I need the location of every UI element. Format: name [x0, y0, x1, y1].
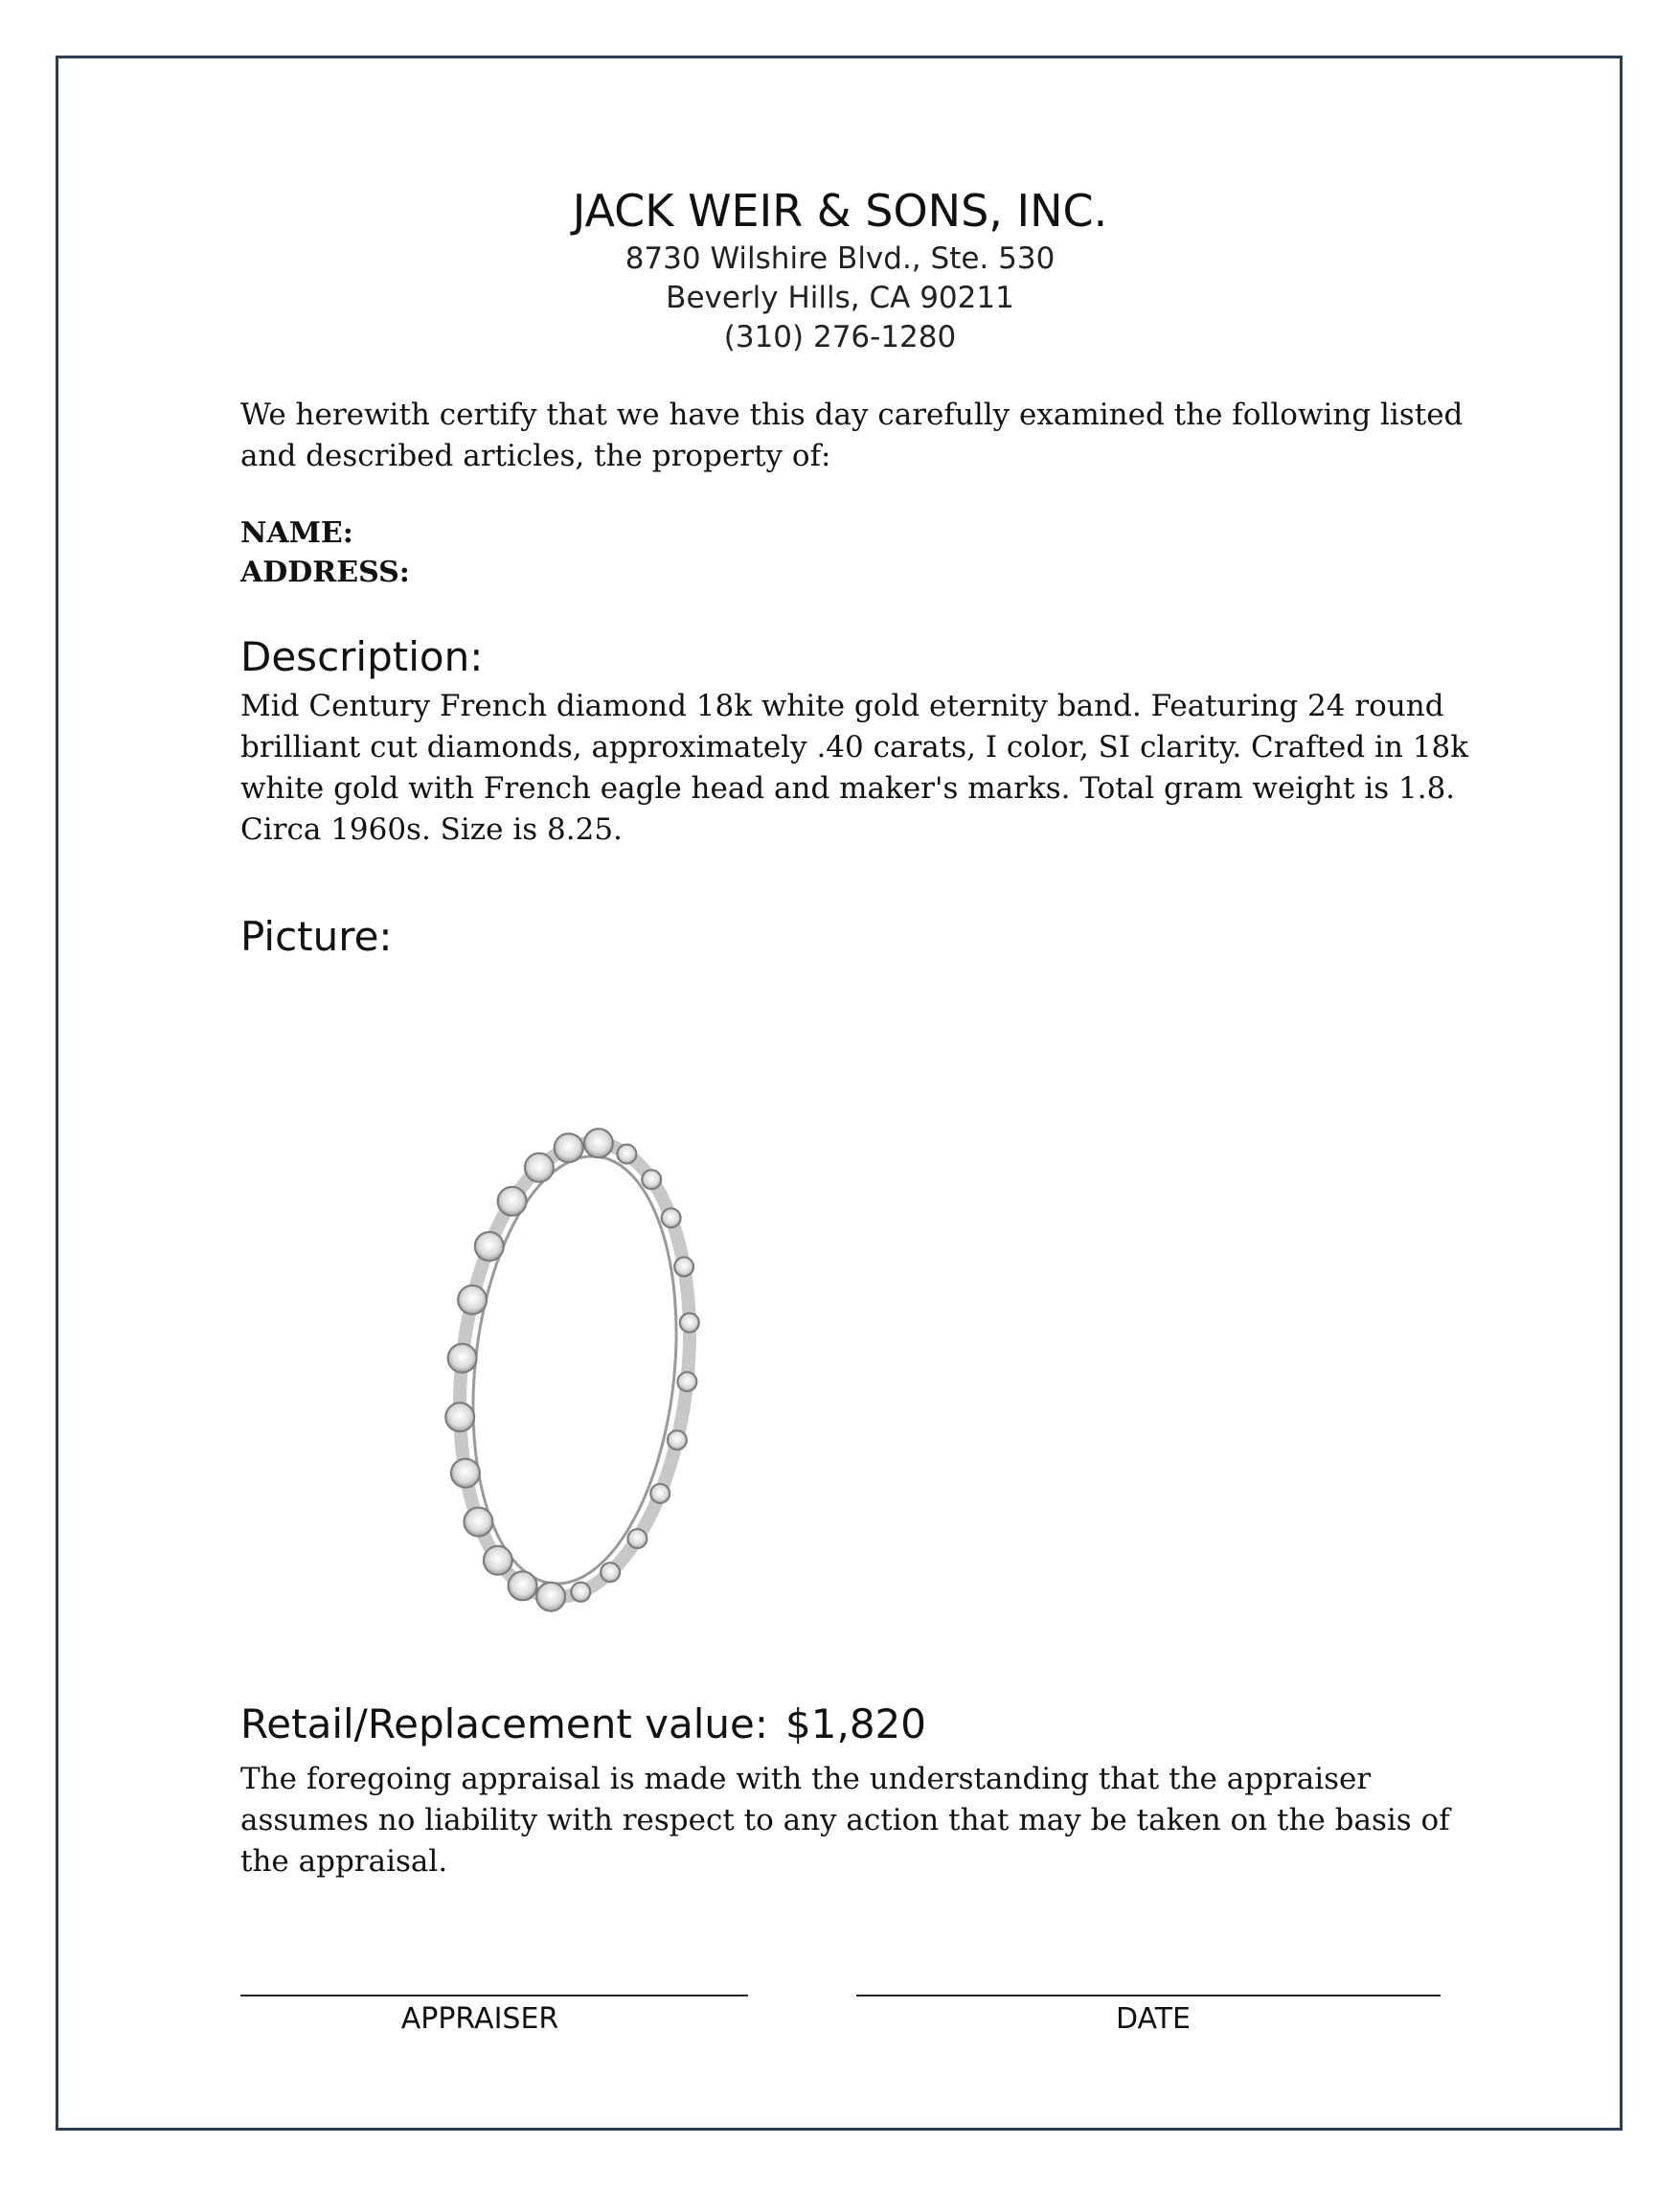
- phone-number: (310) 276-1280: [723, 320, 957, 354]
- certification-intro: We herewith certify that we have this day carefully examined the following listed and described articles, the property of:: [240, 398, 1464, 473]
- diamond-stone: [650, 1484, 670, 1503]
- value-label: Retail/Replacement value:: [240, 1700, 769, 1747]
- appraiser-label: APPRAISER: [400, 2002, 559, 2036]
- diamond-stone: [680, 1313, 699, 1333]
- diamond-stone: [475, 1232, 504, 1261]
- diamond-stone: [509, 1571, 537, 1600]
- description-text: Mid Century French diamond 18k white gold eternity band. Featuring 24 round brilliant cut diamonds, approximately .40 carats, I color, SI clarity. Crafted in 18k white gold with French eagle head and maker's marks. Total gram weight is 1.8. Circa 1960s. Size is 8.25.: [240, 689, 1469, 847]
- diamond-stone: [668, 1430, 687, 1449]
- diamond-stone: [451, 1459, 480, 1488]
- appraiser-signature-line: [240, 1995, 748, 1996]
- diamond-stone: [674, 1257, 693, 1276]
- address-line2: Beverly Hills, CA 90211: [666, 281, 1014, 315]
- date-signature-line: [856, 1995, 1441, 1996]
- value-line: [240, 1698, 1486, 1751]
- diamond-stone: [617, 1145, 636, 1164]
- diamond-stone: [458, 1286, 487, 1314]
- letterhead: [0, 182, 1680, 357]
- owner-fields: [240, 513, 1486, 592]
- diamond-stone: [555, 1133, 583, 1162]
- diamond-stone: [448, 1344, 477, 1373]
- diamond-stone: [536, 1583, 565, 1611]
- value-amount: $1,820: [785, 1700, 926, 1747]
- name-label: NAME:: [240, 516, 353, 550]
- company-name: JACK WEIR & SONS, INC.: [572, 185, 1108, 237]
- diamond-stone: [677, 1372, 696, 1391]
- address-line1: 8730 Wilshire Blvd., Ste. 530: [624, 241, 1056, 276]
- diamond-stone: [484, 1546, 512, 1575]
- diamond-stone: [584, 1129, 613, 1157]
- diamond-stone: [642, 1170, 661, 1189]
- date-label: DATE: [1115, 2002, 1192, 2036]
- diamond-stone: [601, 1563, 620, 1582]
- diamond-eternity-band-image: [431, 1121, 718, 1619]
- diamond-stone: [525, 1153, 554, 1182]
- picture-heading: Picture:: [240, 913, 393, 960]
- diamond-stone: [445, 1403, 474, 1431]
- diamond-stone: [571, 1583, 590, 1602]
- diamond-stone: [498, 1187, 527, 1216]
- disclaimer-text: The foregoing appraisal is made with the understanding that the appraiser assumes no liability with respect to any action that may be taken on the basis of the appraisal.: [240, 1762, 1450, 1879]
- address-label: ADDRESS:: [240, 556, 410, 589]
- description-heading: Description:: [240, 633, 484, 680]
- diamond-stone: [662, 1208, 681, 1227]
- diamond-stone: [464, 1508, 492, 1537]
- diamond-stone: [627, 1529, 647, 1548]
